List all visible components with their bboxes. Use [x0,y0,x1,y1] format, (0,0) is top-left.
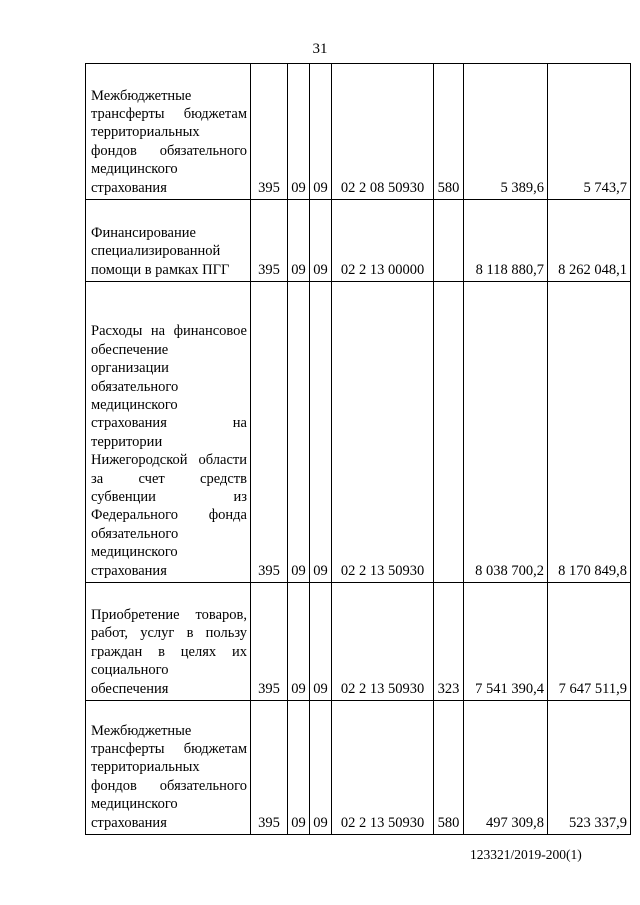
table-row [86,282,631,583]
row-name: Финансирование специализированной помощи в рамках ПГГ [86,200,251,282]
amount-year-2: 5 743,7 [548,64,631,200]
section-code: 09 [288,200,310,282]
table-row [86,583,631,701]
amount-year-2: 523 337,9 [548,701,631,835]
amount-year-2: 8 170 849,8 [548,282,631,583]
expense-type: 580 [434,701,464,835]
subsection-code: 09 [310,583,332,701]
expense-type [434,200,464,282]
subsection-code: 09 [310,701,332,835]
amount-year-1: 8 038 700,2 [464,282,548,583]
ministry-code: 395 [251,64,288,200]
amount-year-1: 7 541 390,4 [464,583,548,701]
row-name: Расходы на финансовое обеспечение организации обязательного медицинского страхования на территории Нижегородской области за счет средств субвенции из Федерального фонда обязательного медицинского страхования [86,282,251,583]
row-name: Межбюджетные трансферты бюджетам территориальных фондов обязательного медицинского страхования [86,64,251,200]
amount-year-1: 497 309,8 [464,701,548,835]
target-article: 02 2 08 50930 [332,64,434,200]
section-code: 09 [288,64,310,200]
page-number: 31 [312,41,328,57]
subsection-code: 09 [310,282,332,583]
ministry-code: 395 [251,200,288,282]
budget-table [85,63,631,835]
target-article: 02 2 13 00000 [332,200,434,282]
row-name: Приобретение товаров, работ, услуг в пользу граждан в целях их социального обеспечения [86,583,251,701]
amount-year-2: 7 647 511,9 [548,583,631,701]
amount-year-1: 5 389,6 [464,64,548,200]
document-registration-number: 123321/2019-200(1) [470,847,582,862]
expense-type [434,282,464,583]
amount-year-1: 8 118 880,7 [464,200,548,282]
ministry-code: 395 [251,282,288,583]
table-row [86,200,631,282]
amount-year-2: 8 262 048,1 [548,200,631,282]
subsection-code: 09 [310,200,332,282]
subsection-code: 09 [310,64,332,200]
section-code: 09 [288,701,310,835]
ministry-code: 395 [251,583,288,701]
table-row [86,64,631,200]
expense-type: 580 [434,64,464,200]
target-article: 02 2 13 50930 [332,701,434,835]
target-article: 02 2 13 50930 [332,282,434,583]
row-name: Межбюджетные трансферты бюджетам территориальных фондов обязательного медицинского страхования [86,701,251,835]
target-article: 02 2 13 50930 [332,583,434,701]
expense-type: 323 [434,583,464,701]
table-row [86,701,631,835]
ministry-code: 395 [251,701,288,835]
section-code: 09 [288,583,310,701]
section-code: 09 [288,282,310,583]
